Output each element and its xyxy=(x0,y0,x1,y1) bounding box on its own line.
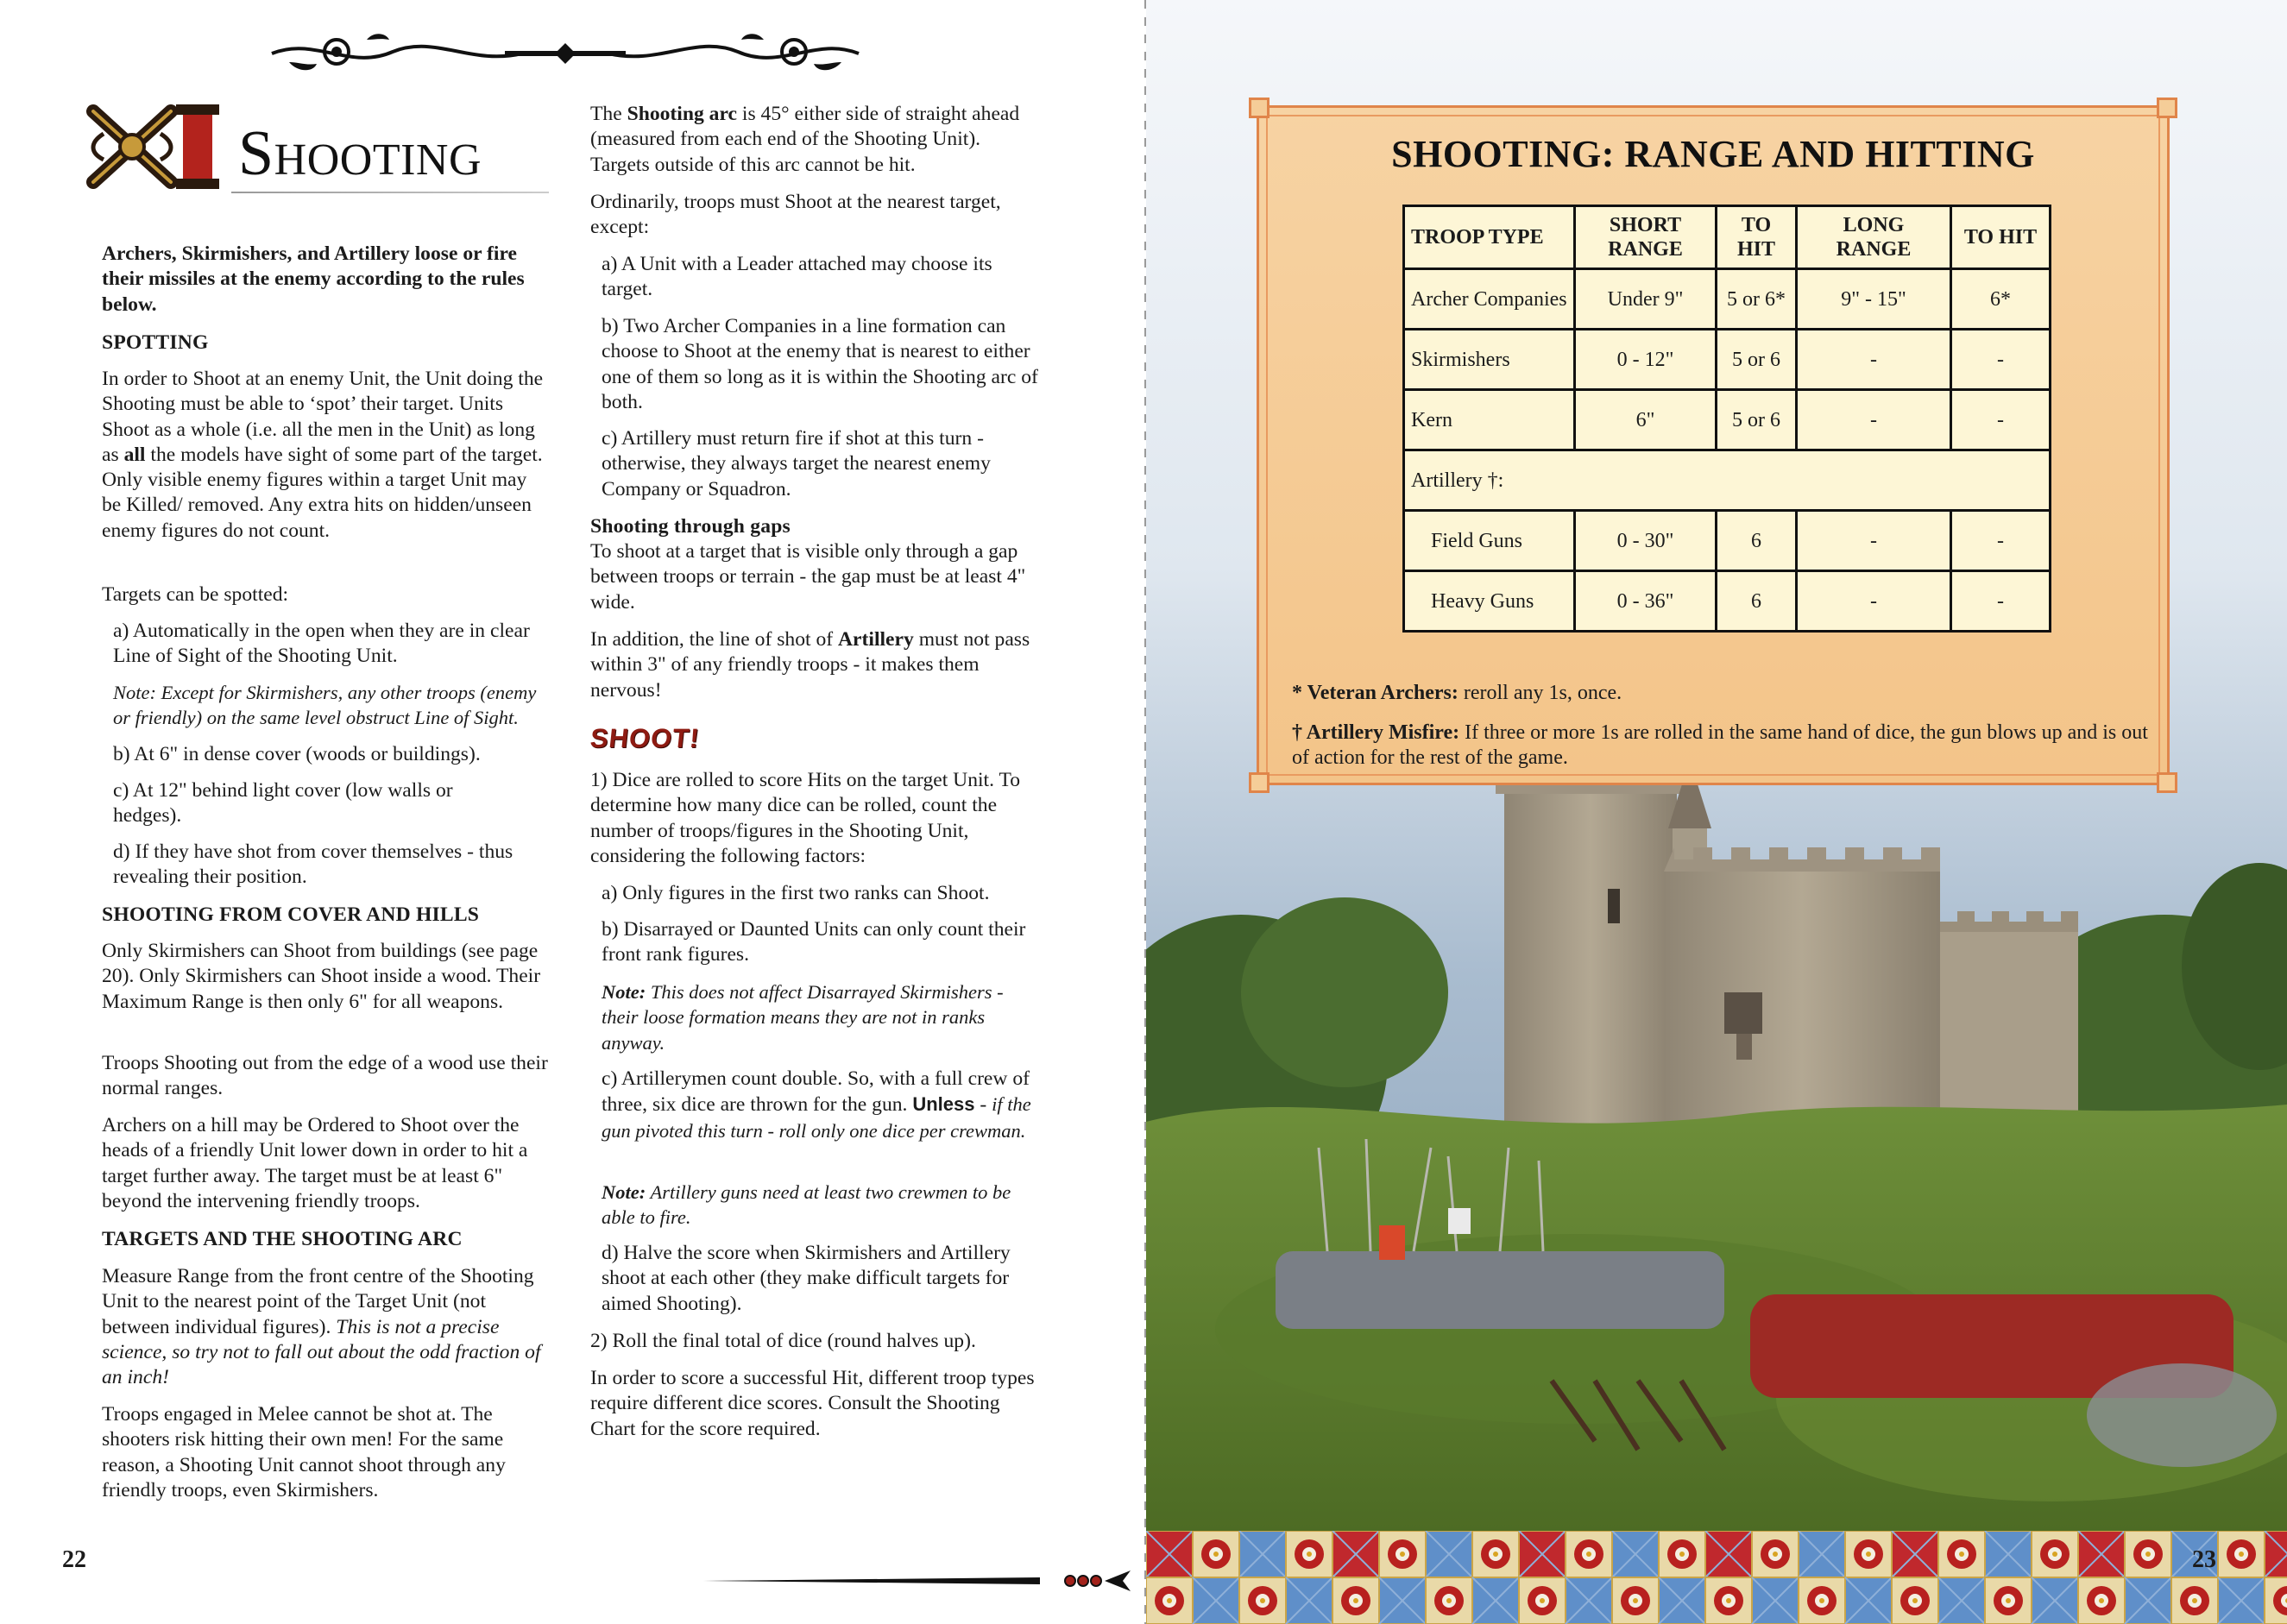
tudor-rose-icon xyxy=(2218,1531,2265,1577)
spotting-paragraph: In order to Shoot at an enemy Unit, the Unit doing the Shooting must be able to ‘spot’ their target. Units Shoot as a whole (i.e. all the men in the Unit) as long as all the models have sight of some part of the target. Only visible enemy figures within a target Unit may be Killed/ removed. Any extra hits on hidden/unseen enemy figures do not count. xyxy=(102,368,544,542)
dice-paragraph-3: In order to score a successful Hit, different troop types require different dice scores. Consult the Shooting Chart for the score required. xyxy=(590,1367,1035,1440)
tudor-rose-icon xyxy=(1146,1577,1193,1624)
spot-rule-d: d) If they have shot from cover themselves - thus revealing their position. xyxy=(113,840,513,889)
artillery-misfire-note: † Artillery Misfire: If three or more 1s are rolled in the same hand of dice, the gun blows up and is out of action for the rest of the game. xyxy=(1292,721,2148,769)
tudor-rose-icon xyxy=(1566,1531,1612,1577)
tudor-rose-icon xyxy=(1239,1577,1286,1624)
table-header-row xyxy=(1404,206,2051,269)
tile xyxy=(2078,1531,2125,1577)
table-cell: 5 or 6 xyxy=(1717,330,1797,390)
box-title: SHOOTING: RANGE AND HITTING xyxy=(1391,133,2035,175)
tudor-rose-icon xyxy=(1845,1531,1892,1577)
tile xyxy=(2032,1577,2078,1624)
arc-paragraph-2: Troops engaged in Melee cannot be shot at. The shooters risk hitting their own men! For the same reason, a Shooting Unit cannot shoot through any friendly troops, even Skirmishers. xyxy=(102,1403,506,1501)
troop-type-cell: Field Guns xyxy=(1404,511,1575,571)
spotted-intro: Targets can be spotted: xyxy=(102,583,289,606)
tudor-rose-icon xyxy=(1333,1577,1379,1624)
tudor-rose-icon xyxy=(2265,1577,2287,1624)
tudor-rose-icon xyxy=(1985,1577,2032,1624)
tile xyxy=(1472,1577,1519,1624)
troop-type-cell: Heavy Guns xyxy=(1404,571,1575,632)
spot-rule-a: a) Automatically in the open when they are in clear Line of Sight of the Shooting Unit. xyxy=(113,620,530,668)
tudor-rose-icon xyxy=(1519,1577,1566,1624)
table-cell: - xyxy=(1951,330,2051,390)
arrow-ornament-icon xyxy=(703,1566,1135,1592)
range-and-hitting-box xyxy=(1257,105,2170,785)
tudor-rose-icon xyxy=(2171,1577,2218,1624)
right-page xyxy=(1146,0,2287,1624)
tudor-rose-icon xyxy=(2125,1531,2171,1577)
table-cell: 6 xyxy=(1717,511,1797,571)
tile xyxy=(1799,1531,1845,1577)
arc-heading: TARGETS AND THE SHOOTING ARC xyxy=(102,1228,463,1250)
table-cell: 9" - 15" xyxy=(1797,269,1951,330)
table-row xyxy=(1404,450,2051,511)
box-corner xyxy=(1249,98,1270,118)
cover-paragraph-1: Only Skirmishers can Shoot from buildings (see page 20). Only Skirmishers can Shoot inside a wood. Their Maximum Range is then only 6" for all weapons. xyxy=(102,940,541,1013)
tudor-rose-icon xyxy=(1286,1531,1333,1577)
tudor-rose-icon xyxy=(1752,1531,1799,1577)
table-cell: 6* xyxy=(1951,269,2051,330)
tile xyxy=(1938,1577,1985,1624)
tudor-rose-icon xyxy=(1938,1531,1985,1577)
intro-paragraph: Archers, Skirmishers, and Artillery loose or fire their missiles at the enemy according to the rules below. xyxy=(102,242,525,316)
arc-paragraph-1: Measure Range from the front centre of the Shooting Unit to the nearest point of the Target Unit (not between individual figures). This is not a precise science, so try not to fall out about the odd fraction of an inch! xyxy=(102,1265,541,1389)
tudor-rose-icon xyxy=(1612,1577,1659,1624)
tile xyxy=(1286,1577,1333,1624)
table-cell: - xyxy=(1797,390,1951,450)
table-cell: - xyxy=(1951,511,2051,571)
tudor-rose-icon xyxy=(1426,1577,1472,1624)
table-row xyxy=(1404,330,2051,390)
table-cell: 0 - 12" xyxy=(1575,330,1717,390)
troop-type-cell: Archer Companies xyxy=(1404,269,1575,330)
cover-heading: SHOOTING FROM COVER AND HILLS xyxy=(102,903,480,926)
tile xyxy=(1193,1577,1239,1624)
tile xyxy=(2125,1577,2171,1624)
dice-factor-d: d) Halve the score when Skirmishers and Artillery shoot at each other (they make difficult targets for aimed Shooting). xyxy=(602,1242,1011,1315)
tile xyxy=(1659,1577,1705,1624)
exception-a: a) A Unit with a Leader attached may choose its target. xyxy=(602,253,992,301)
spot-note: Note: Except for Skirmishers, any other troops (enemy or friendly) on the same level obstruct Line of Sight. xyxy=(113,682,537,729)
tile xyxy=(1239,1531,1286,1577)
table-row xyxy=(1404,571,2051,632)
col-header: SHORT RANGE xyxy=(1575,206,1717,269)
exception-c: c) Artillery must return fire if shot at this turn - otherwise, they always target the nearest enemy Company or Squadron. xyxy=(602,427,991,500)
tile xyxy=(1845,1577,1892,1624)
tile xyxy=(2218,1577,2265,1624)
col-header: TO HIT xyxy=(1717,206,1797,269)
box-corner xyxy=(2157,772,2177,793)
tudor-rose-icon xyxy=(1705,1577,1752,1624)
dice-factor-c: c) Artillerymen count double. So, with a full crew of three, six dice are thrown for the gun. Unless - if the gun pivoted this turn - roll only one dice per crewman. xyxy=(602,1067,1031,1142)
tile xyxy=(1705,1531,1752,1577)
dice-note-1: Note: This does not affect Disarrayed Skirmishers - their loose formation means they are not in ranks anyway. xyxy=(602,981,1004,1054)
table-cell: - xyxy=(1797,571,1951,632)
vine-ornament-icon xyxy=(263,28,867,79)
page-number-right: 23 xyxy=(2192,1546,2216,1573)
tudor-rose-icon xyxy=(2032,1531,2078,1577)
troop-type-cell: Kern xyxy=(1404,390,1575,450)
tile xyxy=(1426,1531,1472,1577)
col-header: LONG RANGE xyxy=(1797,206,1951,269)
table-cell: Under 9" xyxy=(1575,269,1717,330)
tudor-rose-icon xyxy=(2078,1577,2125,1624)
spot-rule-b: b) At 6" in dense cover (woods or buildings). xyxy=(113,743,481,765)
artillery-los-paragraph: In addition, the line of shot of Artillery must not pass within 3" of any friendly troops - it makes them nervous! xyxy=(590,628,1030,702)
table-row xyxy=(1404,511,2051,571)
dice-factor-a: a) Only figures in the first two ranks can Shoot. xyxy=(602,882,990,904)
spot-rule-c: c) At 12" behind light cover (low walls or hedges). xyxy=(113,779,453,828)
tile xyxy=(1752,1577,1799,1624)
dice-factor-b: b) Disarrayed or Daunted Units can only count their front rank figures. xyxy=(602,918,1026,966)
table-cell: 5 or 6 xyxy=(1717,390,1797,450)
tudor-rose-icon xyxy=(1799,1577,1845,1624)
table-cell: - xyxy=(1797,330,1951,390)
table-cell: 5 or 6* xyxy=(1717,269,1797,330)
tudor-rose-icon xyxy=(1379,1531,1426,1577)
dice-paragraph-2: 2) Roll the final total of dice (round halves up). xyxy=(590,1330,976,1352)
tile xyxy=(1985,1531,2032,1577)
cover-paragraph-2: Troops Shooting out from the edge of a wood use their normal ranges. xyxy=(102,1052,548,1100)
tile xyxy=(1519,1531,1566,1577)
dice-note-2: Note: Artillery guns need at least two crewmen to be able to fire. xyxy=(602,1181,1011,1229)
table-cell: 0 - 36" xyxy=(1575,571,1717,632)
artillery-group-cell: Artillery †: xyxy=(1404,450,2051,511)
table-cell: 6 xyxy=(1717,571,1797,632)
table-row xyxy=(1404,269,2051,330)
nearest-target-paragraph: Ordinarily, troops must Shoot at the nearest target, except: xyxy=(590,191,1001,239)
tile xyxy=(1612,1531,1659,1577)
table-cell: - xyxy=(1951,571,2051,632)
col-header: TROOP TYPE xyxy=(1404,206,1575,269)
table-cell: - xyxy=(1797,511,1951,571)
page-number-left: 22 xyxy=(62,1546,86,1573)
table-row xyxy=(1404,390,2051,450)
tile xyxy=(1146,1531,1193,1577)
tile xyxy=(1566,1577,1612,1624)
exception-b: b) Two Archer Companies in a line formation can choose to Shoot at the enemy that is nearest to either one of them so long as it is within the Shooting arc of both. xyxy=(602,315,1038,413)
table-cell: 0 - 30" xyxy=(1575,511,1717,571)
box-corner xyxy=(1249,772,1270,793)
xi-chapter-initial-icon xyxy=(86,99,224,194)
spotting-heading: SPOTTING xyxy=(102,331,209,354)
cover-paragraph-3: Archers on a hill may be Ordered to Shoot over the heads of a friendly Unit lower down in order to hit a target further away. The target must be at least 6" beyond the intervening friendly troops. xyxy=(102,1114,528,1212)
gaps-heading: Shooting through gaps xyxy=(590,515,791,538)
tudor-rose-icon xyxy=(1892,1577,1938,1624)
tiled-border-strip xyxy=(1146,1531,2287,1624)
veteran-archers-note: * Veteran Archers: reroll any 1s, once. xyxy=(1292,682,1622,704)
tile xyxy=(1379,1577,1426,1624)
heading-rule xyxy=(231,192,549,193)
shoot-heading: SHOOT! xyxy=(589,723,702,753)
tile xyxy=(1892,1531,1938,1577)
tudor-rose-icon xyxy=(1659,1531,1705,1577)
tile xyxy=(1333,1531,1379,1577)
table-cell: - xyxy=(1951,390,2051,450)
chapter-heading: Shooting xyxy=(238,118,482,189)
arc-paragraph-3: The Shooting arc is 45° either side of straight ahead (measured from each end of the Shooting Unit). Targets outside of this arc cannot be hit. xyxy=(590,103,1020,176)
chapter-title xyxy=(86,95,544,190)
table-cell: 6" xyxy=(1575,390,1717,450)
tudor-rose-icon xyxy=(1193,1531,1239,1577)
tudor-rose-icon xyxy=(1472,1531,1519,1577)
range-table xyxy=(1402,205,2051,633)
dice-paragraph-1: 1) Dice are rolled to score Hits on the target Unit. To determine how many dice can be rolled, count the number of troops/figures in the Shooting Unit, considering the following factors: xyxy=(590,769,1021,867)
troop-type-cell: Skirmishers xyxy=(1404,330,1575,390)
box-corner xyxy=(2157,98,2177,118)
gaps-paragraph: To shoot at a target that is visible only through a gap between troops or terrain - the gap must be at least 4" wide. xyxy=(590,540,1026,614)
tile xyxy=(2265,1531,2287,1577)
col-header: TO HIT xyxy=(1951,206,2051,269)
